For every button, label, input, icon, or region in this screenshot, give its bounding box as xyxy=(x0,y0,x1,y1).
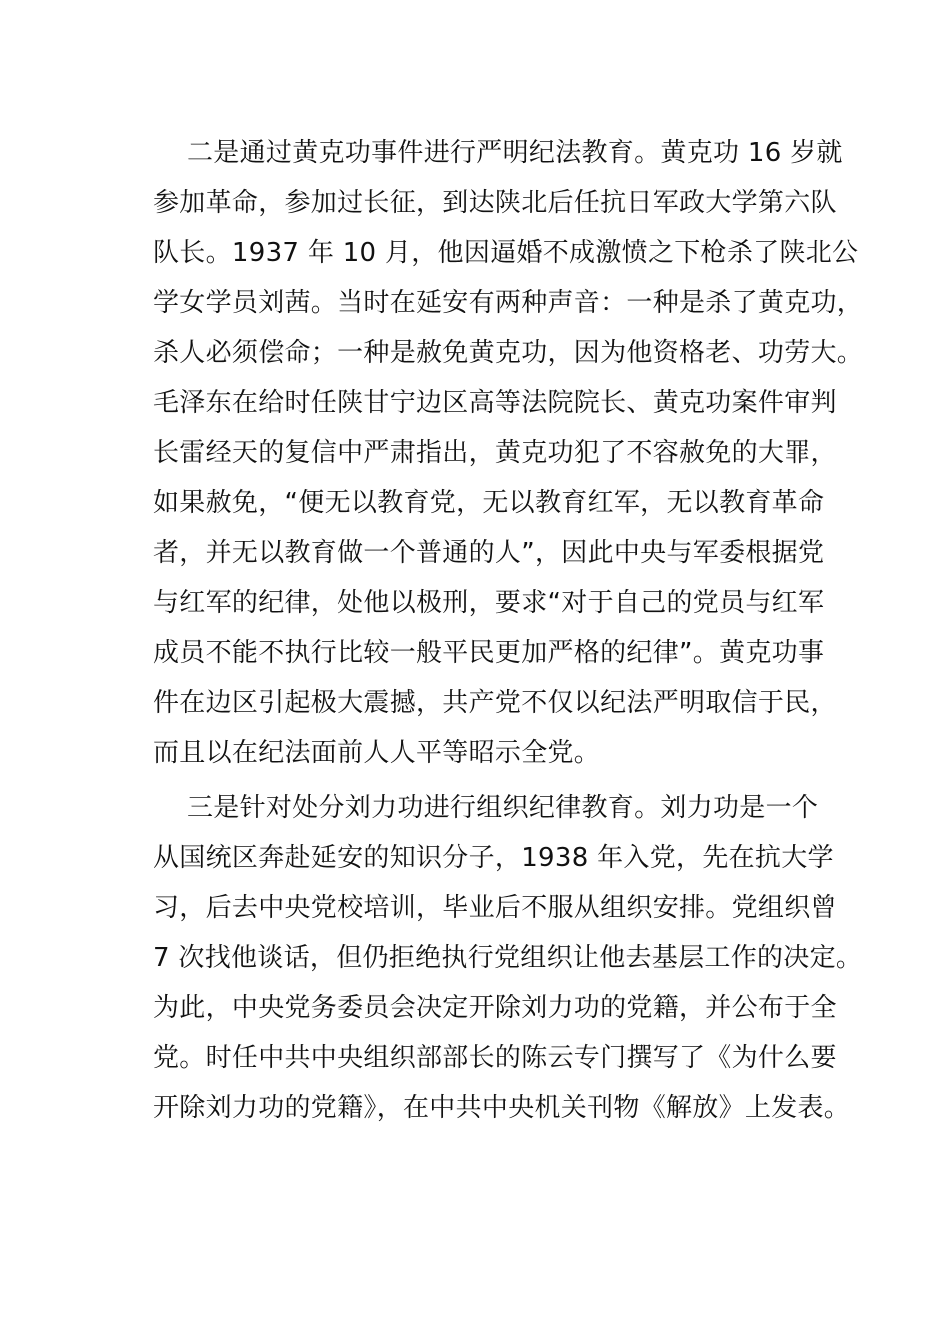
paragraph-liu-ligong xyxy=(153,783,863,1133)
text-line: 学女学员刘茜。当时在延安有两种声音：一种是杀了黄克功， xyxy=(153,288,864,318)
text-line: 参加革命，参加过长征，到达陕北后任抗日军政大学第六队 xyxy=(153,188,837,218)
text-line: 与红军的纪律，处他以极刑，要求“对于自己的党员与红军 xyxy=(153,588,825,618)
text-line: 三是针对处分刘力功进行组织纪律教育。刘力功是一个 xyxy=(187,793,819,823)
text-line: 件在边区引起极大震撼，共产党不仅以纪法严明取信于民， xyxy=(153,688,837,718)
text-line: 二是通过黄克功事件进行严明纪法教育。黄克功 16 岁就 xyxy=(187,138,843,168)
text-line: 为此，中央党务委员会决定开除刘力功的党籍，并公布于全 xyxy=(153,993,837,1023)
text-line: 开除刘力功的党籍》，在中共中央机关刊物《解放》上发表。 xyxy=(153,1093,851,1123)
text-line: 而且以在纪法面前人人平等昭示全党。 xyxy=(153,738,601,768)
text-line: 成员不能不执行比较一般平民更加严格的纪律”。黄克功事 xyxy=(153,638,825,668)
paragraph-huang-kegong xyxy=(153,128,864,778)
text-line: 者，并无以教育做一个普通的人”，因此中央与军委根据党 xyxy=(153,538,825,568)
text-line: 习，后去中央党校培训，毕业后不服从组织安排。党组织曾 xyxy=(153,893,837,923)
text-line: 如果赦免，“便无以教育党，无以教育红军，无以教育革命 xyxy=(153,488,825,518)
text-line: 队长。1937 年 10 月，他因逼婚不成激愤之下枪杀了陕北公 xyxy=(153,238,859,268)
text-line: 长雷经天的复信中严肃指出，黄克功犯了不容赦免的大罪， xyxy=(153,438,837,468)
text-line: 杀人必须偿命；一种是赦免黄克功，因为他资格老、功劳大。 xyxy=(153,338,864,368)
text-line: 毛泽东在给时任陕甘宁边区高等法院院长、黄克功案件审判 xyxy=(153,388,837,418)
text-line: 从国统区奔赴延安的知识分子，1938 年入党，先在抗大学 xyxy=(153,843,834,873)
text-line: 党。时任中共中央组织部部长的陈云专门撰写了《为什么要 xyxy=(153,1043,837,1073)
text-line: 7 次找他谈话，但仍拒绝执行党组织让他去基层工作的决定。 xyxy=(153,943,863,973)
